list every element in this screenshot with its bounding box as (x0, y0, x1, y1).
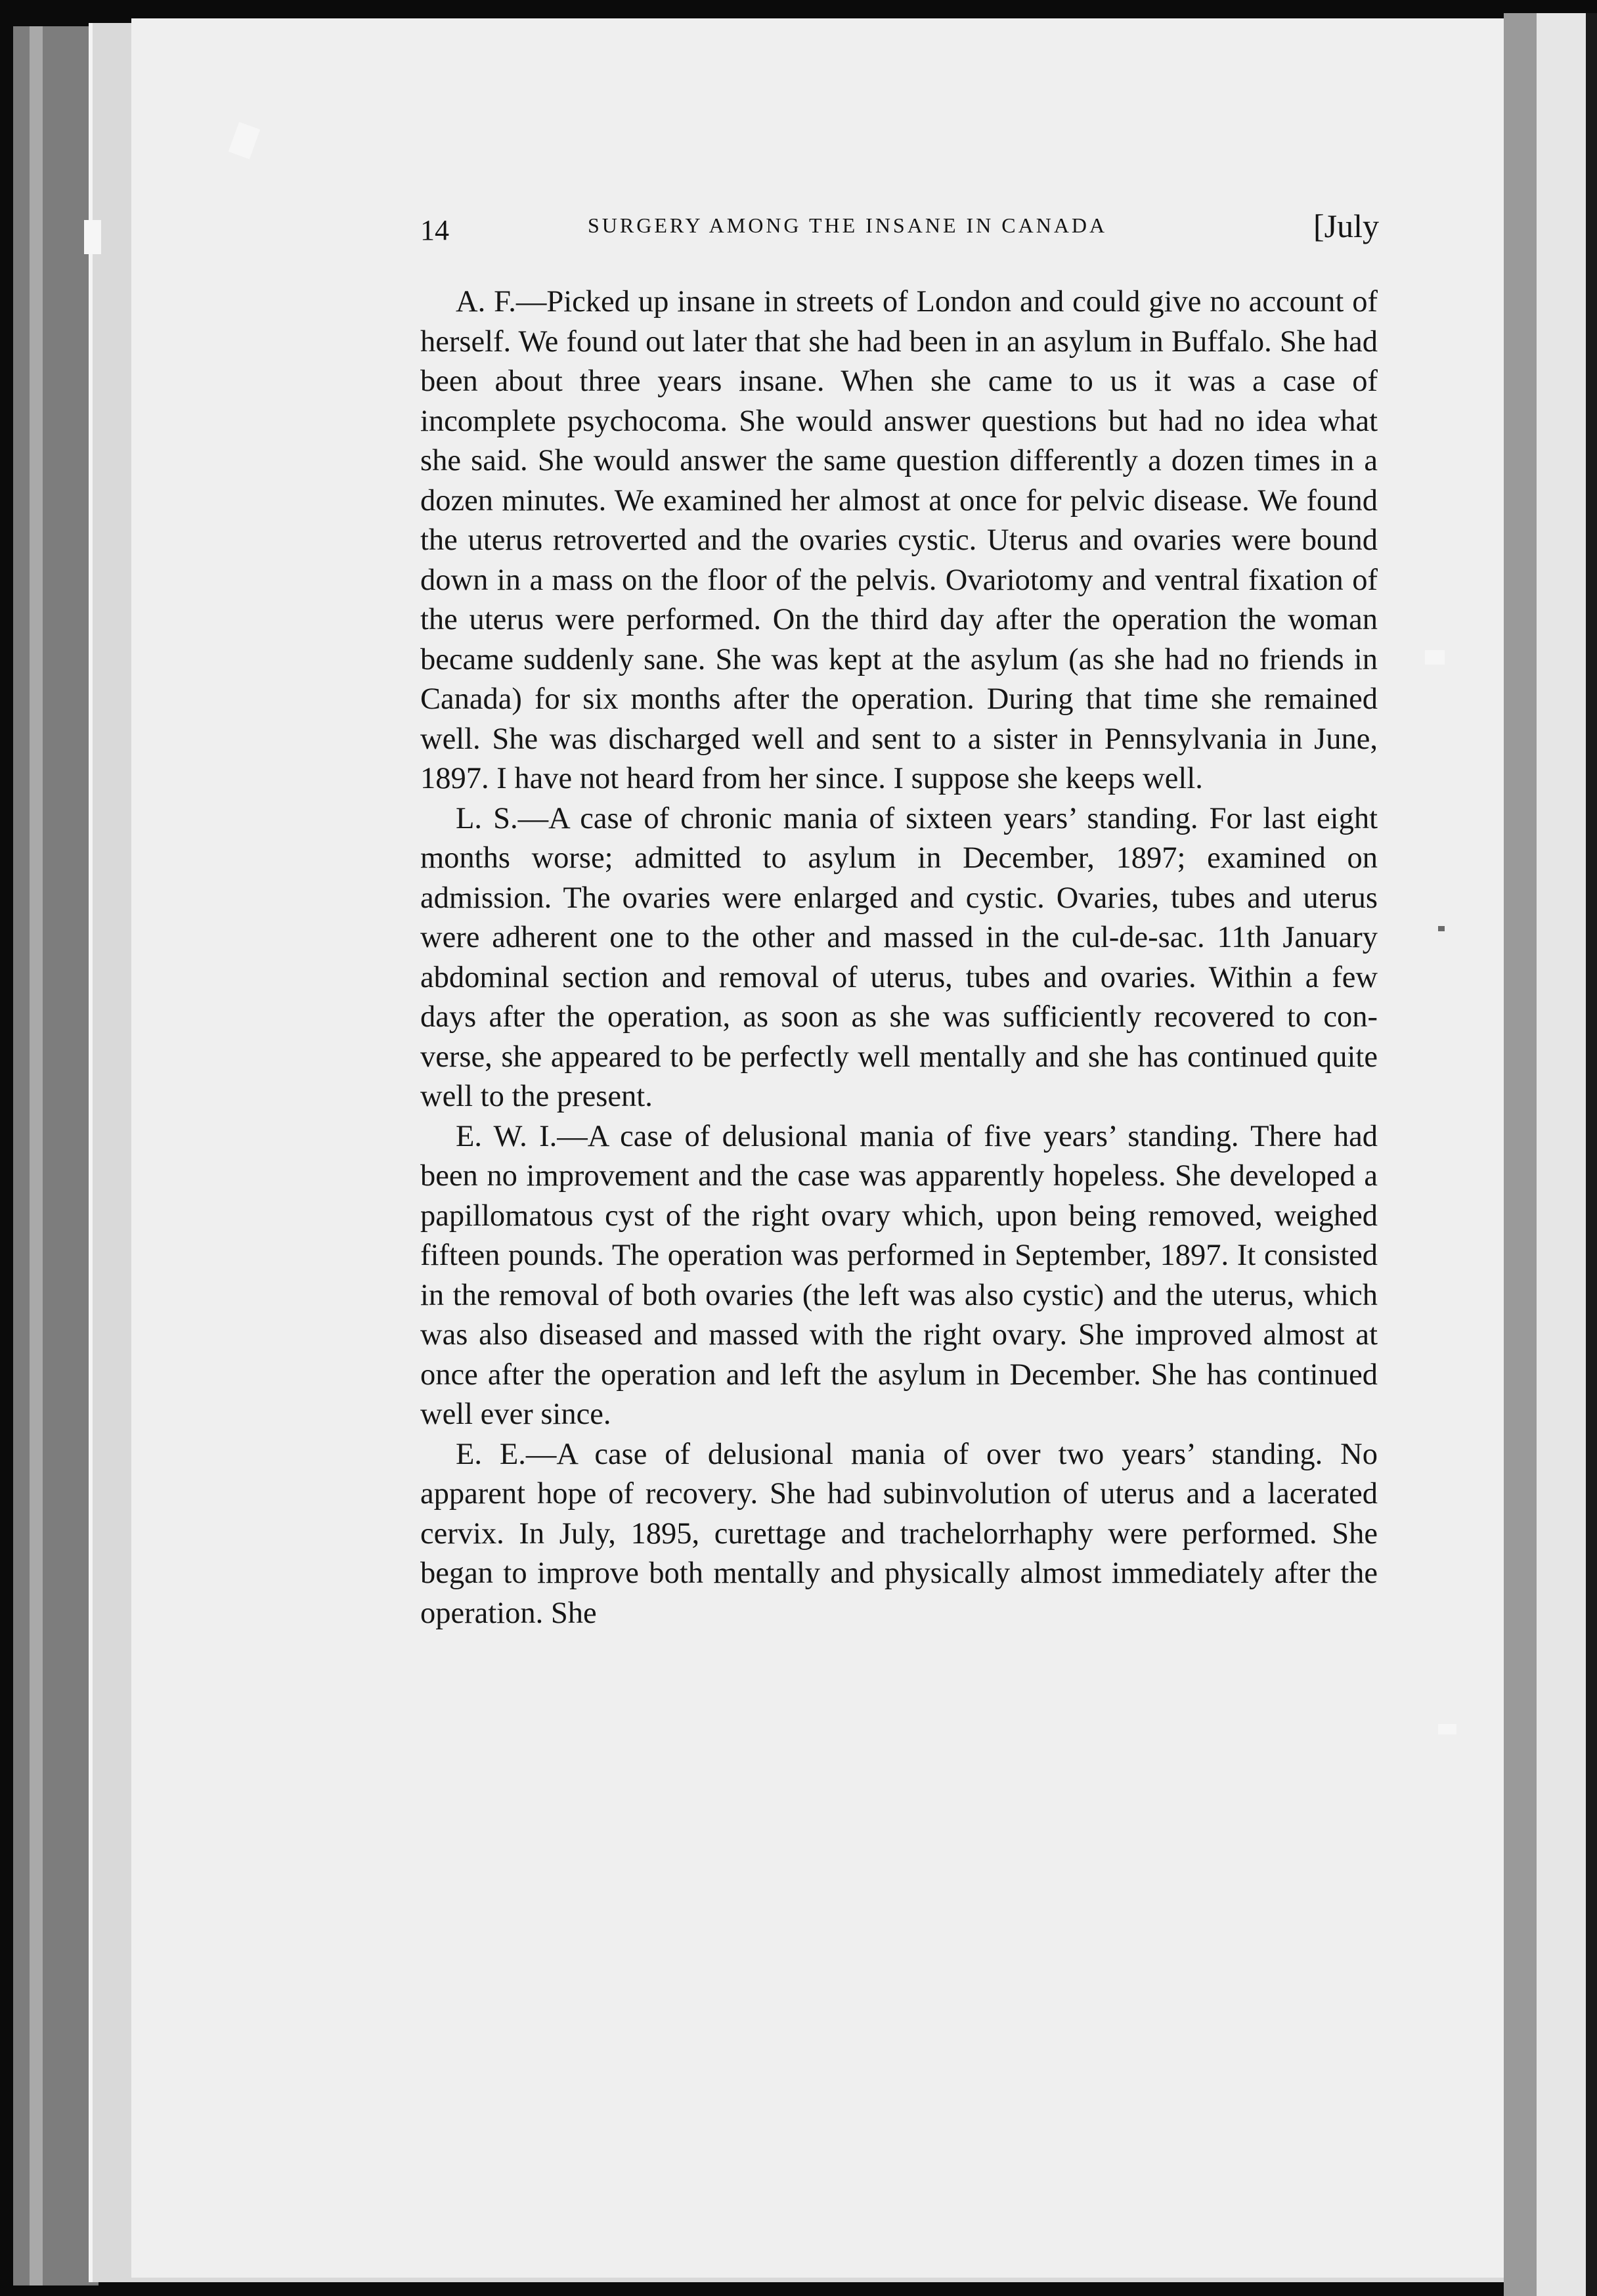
body-text (420, 282, 1378, 1633)
case-paragraph-ee: E. E.—A case of delusional mania of over two years’ standing. No apparent hope of recovery. She had subinvolution of uterus and a lacerated cervix. In July, 1895, curettage and trachelorrhaphy were performed. She began to improve both mentally and physically almost immediately after the operation. She (420, 1437, 1378, 1630)
scan-speck (84, 220, 101, 254)
page-number: 14 (420, 214, 449, 246)
case-paragraph-af: A. F.—Picked up insane in streets of London and could give no account of herself. We found out later that she had been in an asylum in Buffalo. She had been about three years insane. When she came to us it was a case of incomplete psychocoma. She would answer questions but had no idea what she said. She would answer the same question differently a dozen times in a dozen minutes. We examined her almost at once for pelvic disease. We found the uterus retroverted and the ovaries cystic. Uterus and ovaries were bound down in a mass on the floor of the pelvis. Ovariotomy and ventral fixation of the uterus were performed. On the third day after the operation the woman became suddenly sane. She was kept at the asylum (as she had no friends in Canada) for six months after the operation. During that time she remained well. She was discharged well and sent to a sister in Pennsylvania in June, 1897. I have not heard from her since. I suppose she keeps well. (420, 285, 1378, 795)
gutter-shadow (1504, 13, 1537, 2296)
running-title: SURGERY AMONG THE INSANE IN CANADA (588, 213, 1108, 237)
scan-border-left-highlight (30, 26, 43, 2285)
scan-border-left (13, 26, 98, 2285)
scan-speck (1438, 926, 1445, 931)
case-paragraph-ewi: E. W. I.—A case of delusional mania of five years’ standing. There had been no improvement and the case was apparently hopeless. She developed a papillomatous cyst of the right ovary which, upon being removed, weighed fifteen pounds. The operation was performed in September, 1897. It consisted in the removal of both ovaries (the left was also cystic) and the uterus, which was also diseased and massed with the right ovary. She improved almost at once after the operation and left the asylum in December. She has continued well ever since. (420, 1119, 1378, 1431)
running-month: [July (1313, 208, 1379, 244)
running-head (420, 207, 1379, 253)
scan-border-right (1586, 13, 1597, 2296)
scan-speck (1425, 650, 1445, 665)
case-paragraph-ls: L. S.—A case of chronic mania of sixteen years’ standing. For last eight months worse; admitted to asylum in December, 1897; examined on admission. The ovaries were enlarged and cystic. Ovaries, tubes and uterus were adherent one to the other and massed in the cul-de-sac. 11th January abdominal section and removal of uterus, tubes and ovaries. Within a few days after the operation, as soon as she was sufficiently recovered to converse, she appeared to be perfectly well mentally and she has continued quite well to the present. (420, 801, 1378, 1113)
scan-speck (1438, 1724, 1456, 1734)
